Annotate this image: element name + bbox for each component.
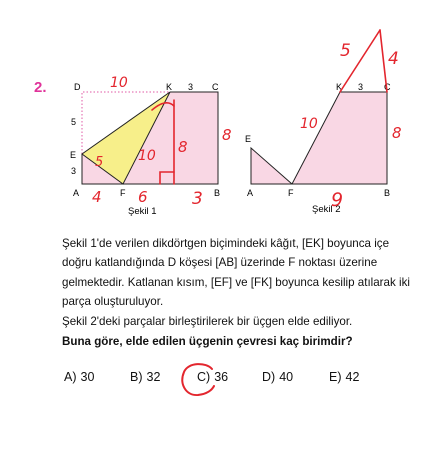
caption-figure2: Şekil 2 <box>312 204 341 215</box>
choice-letter: B) <box>130 370 143 384</box>
length-EA: 3 <box>71 166 77 176</box>
hand-DK: 10 <box>110 75 128 91</box>
label-E: E <box>70 150 77 160</box>
hand-KB: 8 <box>178 138 188 156</box>
label-K: K <box>166 82 173 92</box>
answer-choices <box>64 370 424 392</box>
label-D: D <box>74 82 81 92</box>
hand-EF: 5 <box>95 155 104 170</box>
length-DE: 5 <box>71 117 77 127</box>
figure-1 <box>70 75 232 217</box>
label-F: F <box>120 188 126 198</box>
choice-letter: C) <box>197 370 211 384</box>
piece-small-triangle <box>251 148 292 184</box>
choice-value: 36 <box>214 370 229 384</box>
label2-A: A <box>247 188 254 198</box>
caption-figure1: Şekil 1 <box>128 206 157 217</box>
hand2-ext-left: 5 <box>340 41 351 61</box>
choice-value: 42 <box>345 370 360 384</box>
hand2-FK: 10 <box>300 116 318 132</box>
question-text <box>62 234 418 351</box>
hand-HB: 3 <box>192 189 203 209</box>
hand-FH: 6 <box>138 188 148 206</box>
length2-KC: 3 <box>358 82 364 92</box>
label-B: B <box>214 188 221 198</box>
hand2-FB: 9 <box>331 189 344 211</box>
question-number: 2. <box>34 79 47 96</box>
geometry-figure <box>0 0 434 230</box>
piece-trapezoid <box>292 92 387 184</box>
hand2-ext-right: 4 <box>388 49 399 69</box>
figure-2 <box>245 30 402 215</box>
question-prompt: Buna göre, elde edilen üçgenin çevresi kaç birimdir? <box>62 335 353 349</box>
hand2-CB: 8 <box>392 124 402 142</box>
figure2-handwritten <box>340 30 387 92</box>
choice-letter: E) <box>329 370 342 384</box>
hand-AF: 4 <box>92 188 102 206</box>
choice-D[interactable] <box>262 370 293 384</box>
label-A: A <box>73 188 80 198</box>
choice-letter: A) <box>64 370 77 384</box>
question-paragraph-2: Şekil 2'deki parçalar birleştirilerek bir üçgen elde ediliyor. <box>62 314 353 328</box>
label2-K: K <box>336 82 343 92</box>
choice-B[interactable] <box>130 370 160 384</box>
label-C: C <box>212 82 219 92</box>
choice-value: 40 <box>279 370 294 384</box>
label2-C: C <box>384 82 391 92</box>
label2-B: B <box>384 188 391 198</box>
choice-value: 32 <box>146 370 161 384</box>
choice-E[interactable] <box>329 370 359 384</box>
choice-letter: D) <box>262 370 276 384</box>
hand-CB: 8 <box>222 126 232 144</box>
choice-value: 30 <box>80 370 95 384</box>
length-KC: 3 <box>188 82 194 92</box>
label2-F: F <box>288 188 294 198</box>
hand-FK: 10 <box>138 148 156 164</box>
question-paragraph-1: Şekil 1'de verilen dikdörtgen biçimindeki kâğıt, [EK] boyunca içe doğru katlandığında D köşesi [AB] üzerinde F noktası üzerine gelmektedir. Katlanan kısım, [EF] ve [FK] boyunca kesilip atılarak iki parça oluşturuluyor. <box>62 237 410 309</box>
answer-circle-mark <box>176 360 222 400</box>
label2-E: E <box>245 134 252 144</box>
choice-A[interactable] <box>64 370 94 384</box>
